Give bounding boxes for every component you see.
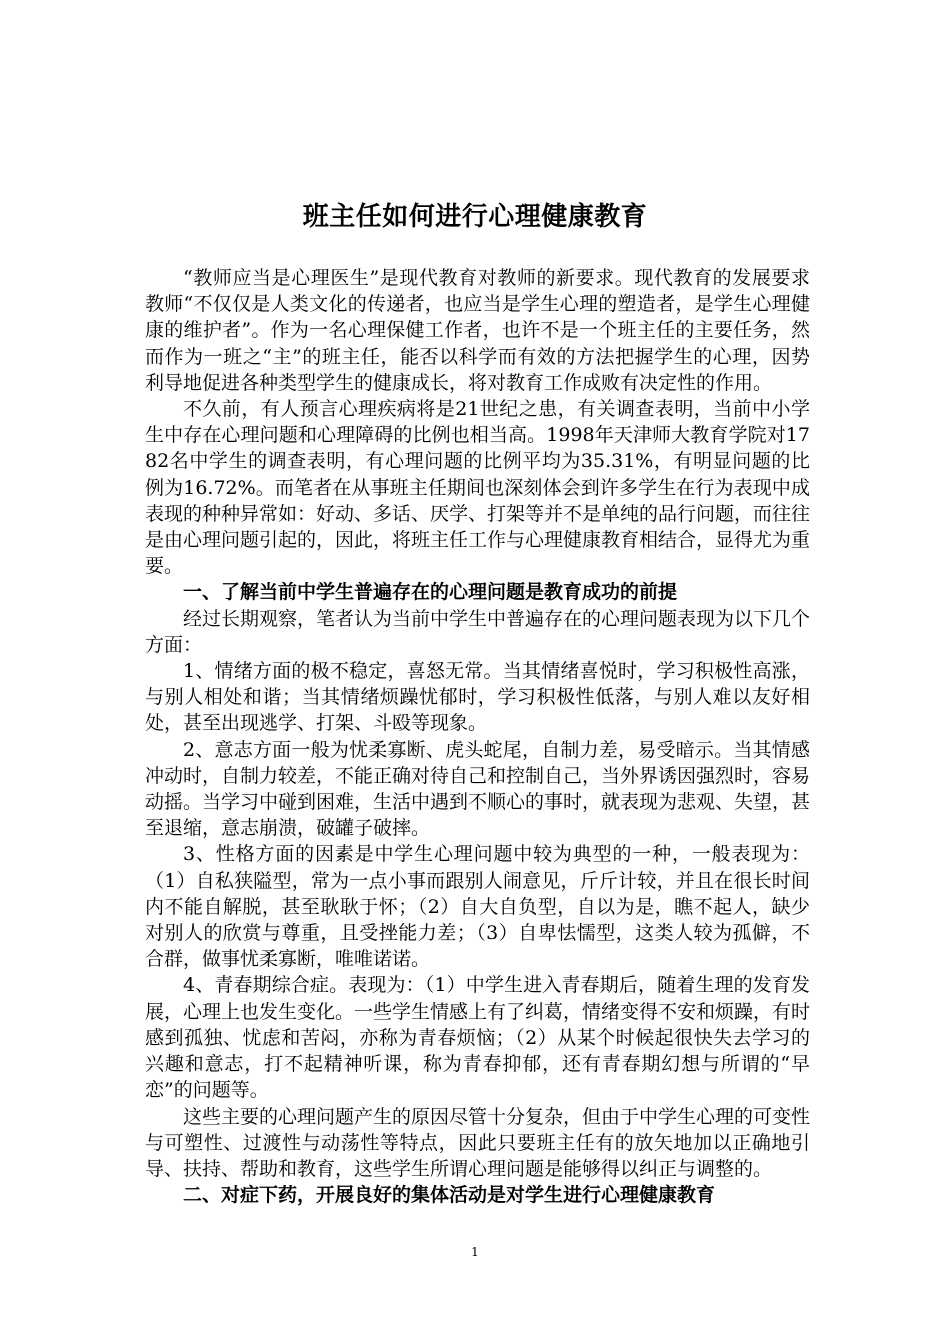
paragraph-intro: “教师应当是心理医生”是现代教育对教师的新要求。现代教育的发展要求教师“不仅仅是人类文化的传递者，也应当是学生心理的塑造者，是学生心理健康的维护者”。作为一名心理保健工作者，也许不是一个班主任的主要任务，然而作为一班之“主”的班主任，能否以科学而有效的方法把握学生的心理，因势利导地促进各种类型学生的健康成长，将对教育工作成败有决定性的作用。 — [145, 267, 810, 394]
paragraph-conclusion: 这些主要的心理问题产生的原因尽管十分复杂，但由于中学生心理的可变性与可塑性、过渡性与动荡性等特点，因此只要班主任有的放矢地加以正确地引导、扶持、帮助和教育，这些学生所谓心理问题是能够得以纠正与调整的。 — [145, 1105, 811, 1180]
paragraph-personality: 3、性格方面的因素是中学生心理问题中较为典型的一种，一般表现为：（1）自私狭隘型，常为一点小事而跟别人闹意见，斤斤计较，并且在很长时间内不能自解脱，甚至耿耿于怀；（2）自大自负型，自以为是，瞧不起人，缺少对别人的欣赏与尊重，且受挫能力差；（3）自卑怯懦型，这类人较为孤僻，不合群，做事忧柔寡断，唯唯诺诺。 — [145, 843, 810, 971]
paragraph-survey: 不久前，有人预言心理疾病将是21世纪之患，有关调查表明，当前中小学生中存在心理问题和心理障碍的比例也相当高。1998年天津师大教育学院对1782名中学生的调查表明，有心理问题的比例平均为35.31%，有明显问题的比例为16.72%。而笔者在从事班主任期间也深刻体会到许多学生在行为表现中成表现的种种异常如：好动、多话、厌学、打架等并不是单纯的品行问题，而往往是由心理问题引起的，因此，将班主任工作与心理健康教育相结合，显得尤为重要。 — [145, 398, 811, 578]
document-body — [145, 265, 810, 1208]
paragraph-observation: 经过长期观察，笔者认为当前中学生中普遍存在的心理问题表现为以下几个方面： — [145, 607, 811, 656]
paragraph-emotion: 1、情绪方面的极不稳定，喜怒无常。当其情绪喜悦时，学习积极性高涨，与别人相处和谐；当其情绪烦躁忧郁时，学习积极性低落，与别人难以友好相处，甚至出现逃学、打架、斗殴等现象。 — [145, 660, 810, 735]
paragraph-adolescence: 4、青春期综合症。表现为：（1）中学生进入青春期后，随着生理的发育发展，心理上也发生变化。一些学生情感上有了纠葛，情绪变得不安和烦躁，有时感到孤独、忧虑和苦闷，亦称为青春烦恼；（2）从某个时候起很快失去学习的兴趣和意志，打不起精神听课，称为青春抑郁，还有青春期幻想与所谓的“早恋”的问题等。 — [145, 974, 811, 1102]
page-number: 1 — [471, 1245, 479, 1259]
paragraph-will: 2、意志方面一般为忧柔寡断、虎头蛇尾，自制力差，易受暗示。当其情感冲动时，自制力较差，不能正确对待自己和控制自己，当外界诱因强烈时，容易动摇。当学习中碰到困难，生活中遇到不顺心的事时，就表现为悲观、失望，甚至退缩，意志崩溃，破罐子破摔。 — [145, 738, 811, 840]
section-heading-1: 一、了解当前中学生普遍存在的心理问题是教育成功的前提 — [183, 581, 678, 604]
section-heading-2: 二、对症下药，开展良好的集体活动是对学生进行心理健康教育 — [183, 1184, 716, 1207]
document-title: 班主任如何进行心理健康教育 — [302, 202, 648, 233]
